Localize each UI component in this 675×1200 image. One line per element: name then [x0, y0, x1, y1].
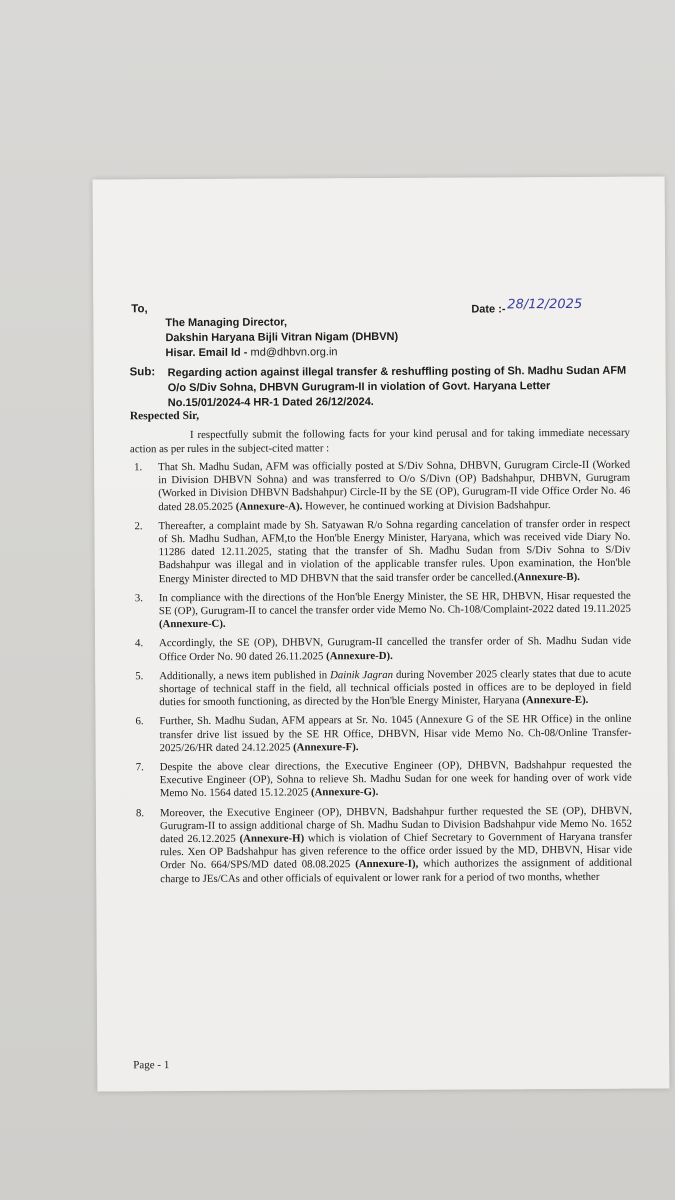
item-text [154, 459, 630, 514]
item-body-cont: which authorizes the assignment of additional charge to JEs/CAs and other officials of equivalent or lower rank for a period of two months, whether [160, 857, 633, 885]
item-number: 3. [134, 592, 143, 605]
addressee-block [165, 315, 398, 361]
annexure-ref: (Annexure-C). [158, 618, 226, 631]
item-text [154, 518, 630, 587]
page-number: Page - 1 [133, 1059, 170, 1072]
annexure-ref: (Annexure-G). [310, 786, 379, 799]
item-text [155, 635, 631, 664]
letter-page [93, 177, 670, 1092]
addressee-city-email [165, 345, 398, 361]
addressee-title: The Managing Director, [165, 316, 288, 330]
list-item [131, 635, 631, 664]
email-label: Email Id - [198, 346, 248, 359]
item-number: 1. [134, 461, 143, 474]
list-item [130, 459, 630, 514]
item-number: 4. [135, 637, 144, 650]
item-text [155, 668, 631, 710]
annexure-ref: (Annexure-E). [522, 694, 589, 707]
item-body: Moreover, the Executive Engineer (OP), DHBVN, Badshahpur further requested the SE (OP), DHBVN, Gurugram-II to assign additional charge of Sh. Madhu Sudan to Division Badshahpur vide Memo No. 1652 dated 26.12.2025 [159, 804, 633, 846]
addressee-city: Hisar. [165, 346, 196, 360]
annexure-ref: (Annexure-I), [355, 858, 419, 871]
list-item [131, 713, 631, 755]
item-number: 8. [135, 806, 145, 819]
item-number: 7. [135, 761, 144, 774]
subject-text: Regarding action against illegal transfer & reshuffling posting of Sh. Madhu Sudan AFM O/o S/Div Sohna, DHBVN Gurugram-II in violation of Govt. Haryana Letter No.15/01/2024-4 HR-1 Dated 26/12/2024. [167, 364, 627, 410]
item-text [156, 759, 632, 801]
item-body-cont: However, he continued working at Division Badshahpur. [302, 498, 551, 513]
annexure-ref: (Annexure-H) [239, 832, 305, 845]
item-text [155, 590, 631, 632]
item-body: Thereafter, a complaint made by Sh. Satyawan R/o Sohna regarding cancelation of transfer order in respect of Sh. Madhu Sudhan, AFM,to the Hon'ble Energy Minister, Haryana, which was received vide Diary No. 11286 dated 12.11.2025, stating that the transfer of Sh. Madhu Sudan from S/Div Sohna to S/Div Badshahpur was illegal and in violation of the applicable transfer rules. Upon examination, the Hon'ble Energy Minister directed to MD DHBVN that the said transfer order be cancelled. [158, 517, 631, 585]
annexure-ref: (Annexure-A). [235, 500, 303, 513]
list-item [130, 518, 630, 587]
facts-list [130, 459, 632, 893]
annexure-ref: (Annexure-D). [326, 649, 393, 662]
item-body: Further, Sh. Madhu Sudan, AFM appears at Sr. No. 1045 (Annexure G of the SE HR Office) in the online transfer drive list issued by the SE HR Office, DHBVN, Hisar vide Memo No. Ch-08/Online Transfer-2025/26/HR dated 24.12.2025 [159, 713, 632, 755]
annexure-ref: (Annexure-F). [293, 740, 359, 754]
salutation: Respected Sir, [129, 409, 200, 423]
list-item [132, 804, 632, 886]
subject-label: Sub: [129, 366, 156, 379]
to-label: To, [131, 303, 148, 316]
intro-paragraph: I respectfully submit the following facts for your kind perusal and for taking immediate necessary action as per rules in the subject-cited matter : [129, 426, 630, 455]
annexure-ref: (Annexure-B). [513, 570, 580, 583]
item-text [156, 804, 632, 886]
item-body: Despite the above clear directions, the Executive Engineer (OP), DHBVN, Badshahpur requested the Executive Engineer (OP), Sohna to relieve Sh. Madhu Sudan for one week for handing over of work vide Memo No. 1564 dated 15.12.2025 [159, 758, 632, 800]
item-body: That Sh. Madhu Sudan, AFM was officially posted at S/Div Sohna, DHBVN, Gurugram Circle-II (Worked in Division DHBVN Sohna) and was transferred to O/o S/Divn (OP) Badshahpur, DHBVN, Gurugram (Worked in Division DHBVN Badshahpur) Circle-II by the SE (OP), Gurugram-II vide Office Order No. 46 dated 28.05.2025 [158, 458, 631, 513]
addressee-organization: Dakshin Haryana Bijli Vitran Nigam (DHBVN) [165, 330, 399, 345]
item-body: Additionally, a news item published in [159, 669, 331, 683]
list-item [131, 668, 631, 710]
item-body-cont: during November 2025 clearly states that due to acute shortage of technical staff in the field, all technical officials posted in offices are to be deployed in field duties for smooth functioning, as directed by the Hon'ble Energy Minister, Haryana [159, 667, 632, 709]
email-value: md@dhbvn.org.in [250, 346, 338, 359]
item-body-cont: which is violation of Chief Secretary to Government of Haryana transfer rules. Xen OP Badshahpur has given reference to the office order issued by the MD, DHBVN, Hisar vide Order No. 664/SPS/MD dated 08.08.2025 [160, 830, 633, 872]
list-item [131, 590, 631, 632]
item-number: 2. [134, 520, 143, 533]
item-number: 6. [135, 715, 144, 728]
item-body: Accordingly, the SE (OP), DHBVN, Gurugram-II cancelled the transfer order of Sh. Madhu Sudan vide Office Order No. 90 dated 26.11.2025 [159, 635, 632, 663]
newspaper-name: Dainik Jagran [330, 668, 394, 682]
date-label: Date :- [471, 303, 506, 316]
item-body: In compliance with the directions of the Hon'ble Energy Minister, the SE HR, DHBVN, Hisar requested the SE (OP), Gurugram-II to cancel the transfer order vide Memo No. Ch-108/Complaint-2022 dated 19.11.2025 [158, 589, 631, 618]
handwritten-date: 28/12/2025 [507, 296, 583, 313]
item-number: 5. [135, 670, 144, 683]
item-text [155, 713, 631, 755]
list-item [132, 759, 632, 801]
